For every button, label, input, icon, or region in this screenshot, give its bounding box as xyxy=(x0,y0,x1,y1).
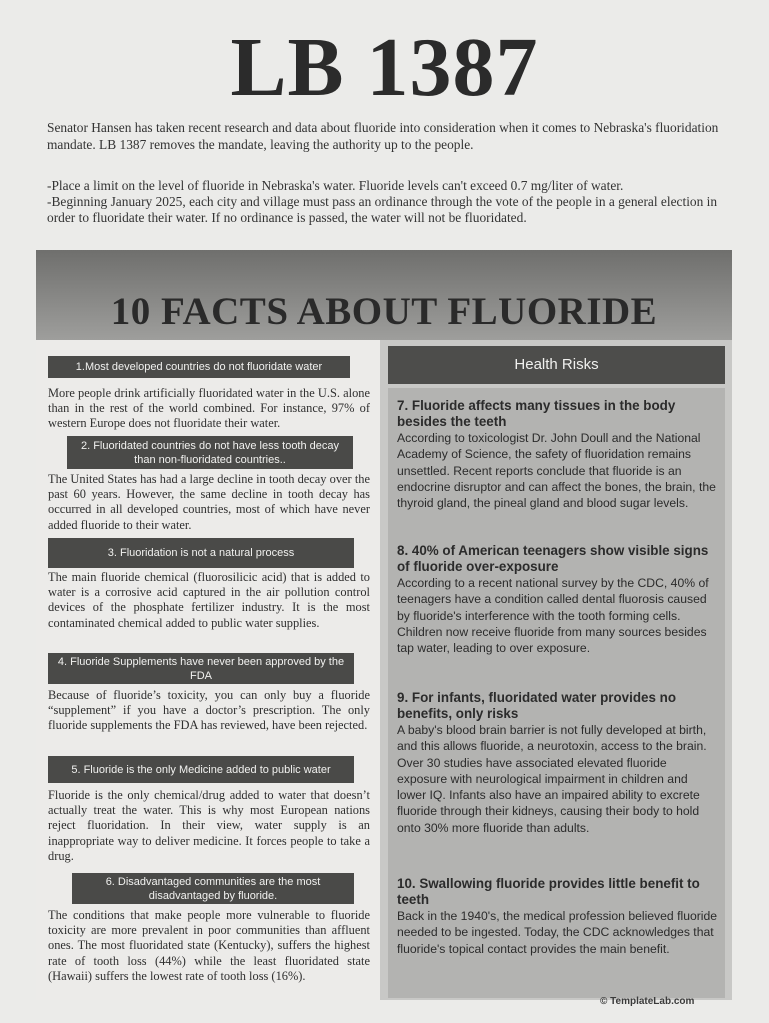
fact-body-4: Because of fluoride’s toxicity, you can only buy a fluoride “supplement” if you have a doctor’s prescription. The only fluoride supplements the FDA has reviewed, have been rejected. xyxy=(48,688,370,733)
health-risk-10 xyxy=(397,876,719,957)
fact-label-4: 4. Fluoride Supplements have never been approved by the FDA xyxy=(48,653,354,684)
provision-item: -Place a limit on the level of fluoride in Nebraska's water. Fluoride levels can't exceed 0.7 mg/liter of water. xyxy=(47,178,624,193)
risk-body: According to toxicologist Dr. John Doull and the National Academy of Science, the safety of fluoridation remains unsettled. Recent reports conclude that fluoride is an endocrine disruptor and can affect the bones, the brain, the thyroid gland, the pineal gland and blood sugar levels. xyxy=(397,431,716,511)
facts-title: 10 FACTS ABOUT FLUORIDE xyxy=(110,290,658,333)
fact-label-3: 3. Fluoridation is not a natural process xyxy=(48,538,354,568)
risk-title: 9. For infants, fluoridated water provides no benefits, only risks xyxy=(397,690,677,721)
fact-label-5: 5. Fluoride is the only Medicine added to public water xyxy=(48,756,354,783)
fact-label-2: 2. Fluoridated countries do not have less tooth decay than non-fluoridated countries.. xyxy=(67,436,353,469)
page-title: LB 1387 xyxy=(230,21,539,114)
risk-body: A baby's blood brain barrier is not fully developed at birth, and this allows fluoride, a neurotoxin, access to the brain. Over 30 studies have associated elevated fluoride exposure with neurological impairment in children and lower IQ. Infants also have an impaired ability to excrete fluoride through their kidneys, causing their body to hold onto 30% more fluoride than adults. xyxy=(397,723,707,835)
fact-body-3: The main fluoride chemical (fluorosilicic acid) that is added to water is a corrosive acid captured in the air pollution control devices of the phosphate fertilizer industry. It is the most contaminated chemical added to public water supplies. xyxy=(48,570,370,630)
fact-label-1: 1.Most developed countries do not fluoridate water xyxy=(48,356,350,378)
risk-title: 10. Swallowing fluoride provides little benefit to teeth xyxy=(397,876,700,907)
health-risks-heading: Health Risks xyxy=(388,346,725,384)
health-risk-7 xyxy=(397,398,719,511)
health-risk-9 xyxy=(397,690,719,836)
fact-body-1: More people drink artificially fluoridated water in the U.S. alone than in the rest of the world combined. For instance, 97% of western Europe does not fluoridate their water. xyxy=(48,386,370,431)
health-risk-8 xyxy=(397,543,719,656)
risk-body: According to a recent national survey by the CDC, 40% of teenagers have a condition called dental fluorosis caused by fluoride's interference with the tooth forming cells. Children now receive fluoride from many sources besides tap water, leading to over exposure. xyxy=(397,576,709,656)
risk-body: Back in the 1940's, the medical profession believed fluoride needed to be ingested. Today, the CDC acknowledges that fluoride's topical contact provides the main benefit. xyxy=(397,909,718,956)
fact-body-5: Fluoride is the only chemical/drug added to water that doesn’t actually treat the water. This is why most European nations reject fluoridation. In their view, water supply is an inappropriate way to deliver medicine. It forces people to take a drug. xyxy=(48,788,370,863)
bill-provisions xyxy=(47,178,737,226)
fact-body-2: The United States has had a large decline in tooth decay over the past 60 years. However, the same decline in tooth decay has occurred in all developed countries, most of which have never added fluoride to their water. xyxy=(48,472,370,532)
intro-paragraph: Senator Hansen has taken recent research and data about fluoride into consideration when it comes to Nebraska's fluoridation mandate. LB 1387 removes the mandate, leaving the authority up to the people. xyxy=(47,120,719,152)
fact-body-6: The conditions that make people more vulnerable to fluoride toxicity are more prevalent in poor communities than affluent ones. The most fluoridated state (Kentucky), suffers the highest rate of tooth loss (44%) while the least fluoridated state (Hawaii) suffers the lowest rate of tooth loss (16%). xyxy=(48,908,370,983)
fact-label-6: 6. Disadvantaged communities are the most disadvantaged by fluoride. xyxy=(72,873,354,904)
provision-item: -Beginning January 2025, each city and village must pass an ordinance through the vote of the people in a general election in order to fluoridate their water. If no ordinance is passed, the water will not be fluoridated. xyxy=(47,194,718,225)
risk-title: 7. Fluoride affects many tissues in the body besides the teeth xyxy=(397,398,676,429)
risk-title: 8. 40% of American teenagers show visible signs of fluoride over-exposure xyxy=(397,543,709,574)
footer-credit: © TemplateLab.com xyxy=(600,996,695,1007)
